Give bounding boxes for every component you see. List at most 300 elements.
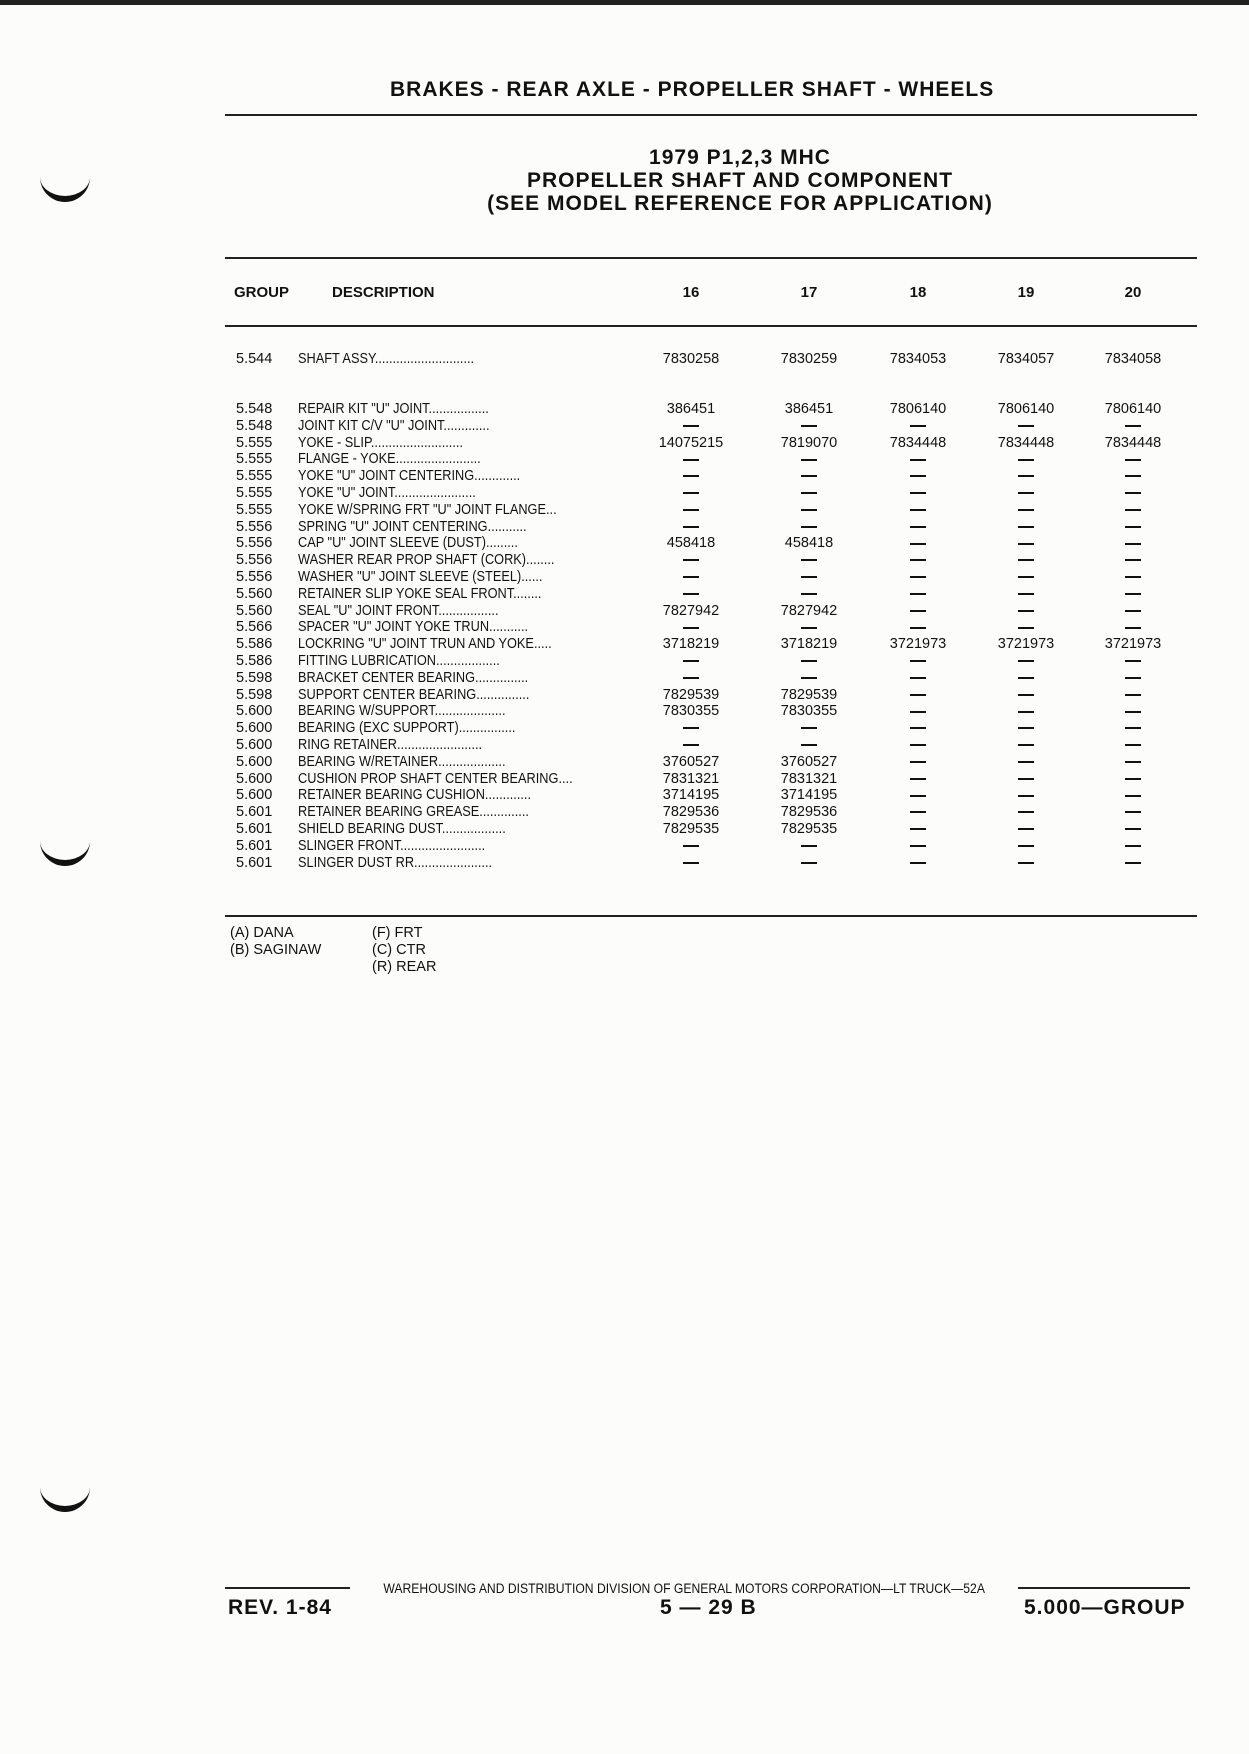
not-applicable-dash — [910, 492, 926, 494]
part-number-cell: 7827942 — [780, 602, 838, 619]
part-number-cell — [966, 787, 1086, 804]
not-applicable-dash — [910, 593, 926, 595]
part-description: YOKE - SLIP.......................... — [298, 434, 463, 451]
not-applicable-dash — [1125, 576, 1141, 578]
part-number-cell — [631, 519, 751, 536]
part-number-cell — [966, 502, 1086, 519]
table-bottom-rule — [225, 915, 1197, 917]
not-applicable-dash — [1018, 492, 1034, 494]
part-number-cell — [1073, 619, 1193, 636]
part-description: WASHER "U" JOINT SLEEVE (STEEL)...... — [298, 569, 543, 585]
part-description: FLANGE - YOKE........................ — [298, 451, 481, 468]
footer-division-text: WAREHOUSING AND DISTRIBUTION DIVISION OF GENERAL MOTORS CORPORATION—LT TRUCK—52A — [383, 1580, 985, 1596]
part-number-cell: 3760527 — [780, 753, 838, 770]
not-applicable-dash — [1018, 627, 1034, 629]
group-number: 5.560 — [236, 585, 273, 602]
not-applicable-dash — [801, 593, 817, 595]
not-applicable-dash — [1018, 811, 1034, 813]
not-applicable-dash — [910, 811, 926, 813]
part-number-cell — [858, 855, 978, 872]
part-number-cell — [966, 771, 1086, 788]
not-applicable-dash — [683, 576, 699, 578]
part-number-cell — [749, 586, 869, 603]
part-number-cell: 14075215 — [658, 434, 724, 451]
part-number-cell: 7829536 — [780, 804, 838, 821]
group-number: 5.586 — [236, 653, 273, 669]
section-rule — [225, 114, 1197, 116]
part-number-cell — [749, 468, 869, 485]
not-applicable-dash — [1125, 627, 1141, 629]
not-applicable-dash — [910, 694, 926, 696]
group-number: 5.555 — [236, 485, 273, 501]
not-applicable-dash — [1018, 744, 1034, 746]
part-number-cell — [631, 720, 751, 737]
part-number-cell — [631, 670, 751, 687]
part-number-cell — [1073, 451, 1193, 468]
part-number-cell — [1073, 519, 1193, 536]
section-title: BRAKES - REAR AXLE - PROPELLER SHAFT - WHEELS — [390, 78, 995, 101]
part-number-cell — [631, 586, 751, 603]
not-applicable-dash — [910, 543, 926, 545]
not-applicable-dash — [1125, 811, 1141, 813]
column-header-19: 19 — [1017, 284, 1035, 301]
part-description: SPRING "U" JOINT CENTERING........... — [298, 518, 527, 535]
part-description: CUSHION PROP SHAFT CENTER BEARING.... — [298, 770, 573, 787]
not-applicable-dash — [1125, 459, 1141, 461]
page-title — [430, 146, 1050, 215]
part-number-cell — [858, 552, 978, 569]
part-number-cell: 7834058 — [1104, 351, 1162, 367]
part-number-cell — [749, 485, 869, 502]
not-applicable-dash — [1018, 677, 1034, 679]
part-number-cell: 7830258 — [662, 351, 720, 367]
column-header-group: GROUP — [234, 284, 290, 301]
group-number: 5.556 — [236, 535, 273, 552]
column-header-description: DESCRIPTION — [332, 284, 435, 301]
group-label: 5.000—GROUP — [1024, 1596, 1186, 1619]
column-header-17: 17 — [800, 284, 818, 301]
part-number-cell — [858, 535, 978, 552]
part-number-cell — [749, 653, 869, 670]
not-applicable-dash — [910, 425, 926, 427]
legend-item: (R) REAR — [372, 959, 437, 975]
not-applicable-dash — [801, 475, 817, 477]
group-number: 5.560 — [236, 602, 273, 619]
not-applicable-dash — [683, 727, 699, 729]
column-header-18: 18 — [909, 284, 927, 301]
not-applicable-dash — [801, 727, 817, 729]
not-applicable-dash — [1125, 795, 1141, 797]
not-applicable-dash — [1018, 795, 1034, 797]
part-number-cell: 7827942 — [662, 602, 720, 619]
part-number-cell: 7829539 — [662, 686, 720, 703]
group-number: 5.600 — [236, 753, 273, 770]
group-number: 5.600 — [236, 787, 273, 804]
part-number-cell — [1073, 771, 1193, 788]
group-number: 5.555 — [236, 434, 273, 451]
not-applicable-dash — [683, 475, 699, 477]
part-number-cell — [1073, 485, 1193, 502]
not-applicable-dash — [683, 677, 699, 679]
not-applicable-dash — [1018, 425, 1034, 427]
part-number-cell — [749, 670, 869, 687]
group-number: 5.586 — [236, 636, 273, 653]
part-description: RETAINER BEARING CUSHION............. — [298, 787, 532, 804]
part-number-cell — [631, 838, 751, 855]
part-description: SLINGER DUST RR...................... — [298, 854, 493, 871]
not-applicable-dash — [910, 677, 926, 679]
column-header-20: 20 — [1124, 284, 1142, 301]
part-number-cell — [858, 603, 978, 620]
part-number-cell — [631, 485, 751, 502]
not-applicable-dash — [683, 593, 699, 595]
part-number-cell — [749, 569, 869, 586]
group-number: 5.598 — [236, 686, 273, 703]
not-applicable-dash — [1125, 425, 1141, 427]
not-applicable-dash — [910, 459, 926, 461]
part-number-cell — [1073, 586, 1193, 603]
part-number-cell — [749, 519, 869, 536]
not-applicable-dash — [801, 862, 817, 864]
not-applicable-dash — [910, 727, 926, 729]
part-number-cell — [631, 468, 751, 485]
not-applicable-dash — [1018, 576, 1034, 578]
part-number-cell — [858, 821, 978, 838]
part-number-cell: 7830355 — [662, 703, 720, 720]
not-applicable-dash — [1125, 727, 1141, 729]
part-number-cell — [966, 485, 1086, 502]
part-number-cell — [858, 468, 978, 485]
title-line-1: 1979 P1,2,3 MHC — [649, 146, 831, 169]
group-number: 5.600 — [236, 770, 273, 787]
not-applicable-dash — [1018, 610, 1034, 612]
part-number-cell — [858, 418, 978, 435]
legend-item: (C) CTR — [372, 942, 426, 958]
not-applicable-dash — [910, 778, 926, 780]
group-number: 5.555 — [236, 501, 273, 518]
part-number-cell: 3760527 — [662, 753, 720, 770]
not-applicable-dash — [1125, 744, 1141, 746]
not-applicable-dash — [910, 526, 926, 528]
not-applicable-dash — [683, 744, 699, 746]
not-applicable-dash — [683, 459, 699, 461]
part-number-cell — [858, 519, 978, 536]
not-applicable-dash — [1018, 727, 1034, 729]
legend-item: (F) FRT — [372, 925, 423, 941]
part-description: BEARING (EXC SUPPORT)................ — [298, 720, 516, 737]
part-number-cell — [631, 451, 751, 468]
not-applicable-dash — [910, 862, 926, 864]
group-number: 5.548 — [236, 417, 273, 434]
part-description: LOCKRING "U" JOINT TRUN AND YOKE..... — [298, 636, 552, 653]
not-applicable-dash — [1125, 526, 1141, 528]
not-applicable-dash — [801, 492, 817, 494]
not-applicable-dash — [1018, 459, 1034, 461]
part-number-cell — [749, 619, 869, 636]
part-number-cell — [858, 754, 978, 771]
part-number-cell — [966, 687, 1086, 704]
not-applicable-dash — [683, 526, 699, 528]
part-number-cell — [1073, 720, 1193, 737]
not-applicable-dash — [1018, 559, 1034, 561]
part-number-cell — [1073, 821, 1193, 838]
part-number-cell: 3714195 — [662, 787, 720, 804]
part-number-cell — [858, 771, 978, 788]
part-number-cell — [631, 855, 751, 872]
part-number-cell: 386451 — [784, 401, 834, 417]
part-number-cell — [858, 838, 978, 855]
part-number-cell: 458418 — [666, 535, 716, 552]
not-applicable-dash — [801, 459, 817, 461]
part-description: BEARING W/RETAINER................... — [298, 753, 506, 770]
part-number-cell — [631, 552, 751, 569]
not-applicable-dash — [1018, 526, 1034, 528]
part-number-cell — [966, 519, 1086, 536]
part-number-cell — [858, 502, 978, 519]
part-description: RETAINER BEARING GREASE.............. — [298, 804, 529, 821]
part-number-cell — [966, 535, 1086, 552]
part-number-cell: 3721973 — [889, 636, 947, 653]
part-number-cell — [1073, 670, 1193, 687]
part-description: RING RETAINER........................ — [298, 737, 483, 753]
part-number-cell — [858, 653, 978, 670]
part-number-cell — [749, 855, 869, 872]
part-description: SUPPORT CENTER BEARING............... — [298, 686, 530, 703]
not-applicable-dash — [1018, 761, 1034, 763]
part-number-cell — [749, 552, 869, 569]
not-applicable-dash — [683, 627, 699, 629]
part-description: SHAFT ASSY............................ — [298, 351, 475, 367]
not-applicable-dash — [1125, 778, 1141, 780]
not-applicable-dash — [1018, 828, 1034, 830]
part-number-cell: 7829535 — [780, 821, 838, 837]
not-applicable-dash — [683, 845, 699, 847]
part-number-cell — [749, 418, 869, 435]
part-number-cell — [1073, 535, 1193, 552]
part-number-cell: 3721973 — [997, 636, 1055, 653]
not-applicable-dash — [1125, 761, 1141, 763]
part-description: WASHER REAR PROP SHAFT (CORK)........ — [298, 552, 555, 569]
part-number-cell — [858, 687, 978, 704]
not-applicable-dash — [910, 828, 926, 830]
part-number-cell — [858, 787, 978, 804]
part-number-cell — [749, 451, 869, 468]
part-number-cell — [966, 653, 1086, 670]
part-number-cell — [966, 821, 1086, 838]
part-number-cell — [749, 737, 869, 754]
part-number-cell — [858, 804, 978, 821]
group-number: 5.601 — [236, 804, 273, 821]
part-number-cell: 7834448 — [1104, 434, 1162, 451]
part-number-cell — [1073, 502, 1193, 519]
part-number-cell — [631, 653, 751, 670]
part-description: RETAINER SLIP YOKE SEAL FRONT........ — [298, 585, 542, 602]
not-applicable-dash — [801, 660, 817, 662]
not-applicable-dash — [910, 576, 926, 578]
not-applicable-dash — [910, 509, 926, 511]
not-applicable-dash — [1018, 845, 1034, 847]
not-applicable-dash — [910, 744, 926, 746]
part-number-cell — [966, 754, 1086, 771]
legend-item: (B) SAGINAW — [230, 942, 322, 958]
part-number-cell: 458418 — [784, 535, 834, 552]
not-applicable-dash — [683, 660, 699, 662]
part-number-cell — [858, 703, 978, 720]
group-number: 5.566 — [236, 619, 273, 636]
group-number: 5.598 — [236, 669, 273, 686]
part-number-cell — [1073, 855, 1193, 872]
not-applicable-dash — [683, 862, 699, 864]
group-number: 5.555 — [236, 468, 273, 485]
not-applicable-dash — [1018, 778, 1034, 780]
group-number: 5.556 — [236, 518, 273, 535]
part-number-cell — [1073, 418, 1193, 435]
part-number-cell — [858, 485, 978, 502]
not-applicable-dash — [1018, 509, 1034, 511]
part-number-cell: 7834448 — [997, 434, 1055, 451]
not-applicable-dash — [801, 744, 817, 746]
legend-item: (A) DANA — [230, 925, 294, 941]
group-number: 5.556 — [236, 552, 273, 569]
not-applicable-dash — [1125, 711, 1141, 713]
not-applicable-dash — [1125, 845, 1141, 847]
part-description: CAP "U" JOINT SLEEVE (DUST)......... — [298, 535, 518, 552]
part-number-cell — [966, 619, 1086, 636]
part-number-cell — [749, 720, 869, 737]
binder-hole-mark — [40, 170, 90, 202]
part-number-cell — [1073, 703, 1193, 720]
not-applicable-dash — [683, 559, 699, 561]
not-applicable-dash — [1125, 677, 1141, 679]
title-line-2: PROPELLER SHAFT AND COMPONENT — [526, 169, 954, 192]
part-number-cell: 3714195 — [780, 787, 838, 804]
not-applicable-dash — [1125, 559, 1141, 561]
part-number-cell: 7830355 — [780, 703, 838, 720]
part-number-cell — [858, 451, 978, 468]
group-number: 5.544 — [236, 351, 273, 367]
part-number-cell: 7831321 — [780, 770, 838, 787]
part-number-cell — [858, 737, 978, 754]
part-description: YOKE "U" JOINT CENTERING............. — [298, 468, 521, 485]
part-number-cell — [966, 603, 1086, 620]
revision-label: REV. 1-84 — [228, 1596, 332, 1619]
part-number-cell: 7834053 — [889, 351, 947, 367]
part-description: YOKE W/SPRING FRT "U" JOINT FLANGE... — [298, 501, 557, 518]
part-description: SEAL "U" JOINT FRONT................. — [298, 602, 499, 619]
part-number-cell: 7806140 — [997, 401, 1055, 417]
not-applicable-dash — [1125, 593, 1141, 595]
part-number-cell — [1073, 838, 1193, 855]
group-number: 5.600 — [236, 703, 273, 720]
not-applicable-dash — [910, 795, 926, 797]
group-number: 5.556 — [236, 569, 273, 585]
part-number-cell — [1073, 804, 1193, 821]
part-number-cell — [966, 804, 1086, 821]
part-number-cell — [966, 418, 1086, 435]
part-number-cell: 7834448 — [889, 434, 947, 451]
not-applicable-dash — [683, 509, 699, 511]
not-applicable-dash — [910, 845, 926, 847]
part-number-cell — [749, 838, 869, 855]
part-number-cell — [858, 586, 978, 603]
part-number-cell — [631, 418, 751, 435]
not-applicable-dash — [1018, 862, 1034, 864]
part-number-cell: 3718219 — [662, 636, 720, 653]
not-applicable-dash — [910, 761, 926, 763]
part-number-cell: 7819070 — [780, 434, 838, 451]
not-applicable-dash — [801, 627, 817, 629]
part-number-cell — [966, 670, 1086, 687]
group-number: 5.600 — [236, 720, 273, 737]
part-description: REPAIR KIT "U" JOINT................. — [298, 401, 489, 417]
not-applicable-dash — [683, 425, 699, 427]
part-number-cell: 7829539 — [780, 686, 838, 703]
not-applicable-dash — [801, 509, 817, 511]
part-number-cell: 7806140 — [889, 401, 947, 417]
not-applicable-dash — [1125, 610, 1141, 612]
part-number-cell — [1073, 569, 1193, 586]
part-number-cell — [966, 468, 1086, 485]
top-border — [0, 0, 1249, 5]
group-number: 5.548 — [236, 401, 273, 417]
part-number-cell — [966, 838, 1086, 855]
not-applicable-dash — [1125, 660, 1141, 662]
not-applicable-dash — [910, 660, 926, 662]
column-header-16: 16 — [682, 284, 700, 301]
not-applicable-dash — [1125, 862, 1141, 864]
not-applicable-dash — [801, 526, 817, 528]
not-applicable-dash — [683, 492, 699, 494]
part-number-cell — [749, 502, 869, 519]
part-number-cell: 7830259 — [780, 351, 838, 367]
part-number-cell — [1073, 687, 1193, 704]
part-number-cell — [966, 451, 1086, 468]
part-number-cell — [1073, 468, 1193, 485]
part-number-cell — [966, 737, 1086, 754]
not-applicable-dash — [801, 677, 817, 679]
not-applicable-dash — [1125, 492, 1141, 494]
part-number-cell: 7831321 — [662, 770, 720, 787]
part-description: JOINT KIT C/V "U" JOINT............. — [298, 417, 490, 434]
part-number-cell — [966, 703, 1086, 720]
not-applicable-dash — [1125, 828, 1141, 830]
part-number-cell — [1073, 787, 1193, 804]
not-applicable-dash — [910, 711, 926, 713]
part-number-cell — [858, 720, 978, 737]
not-applicable-dash — [1018, 475, 1034, 477]
page-number: 5 — 29 B — [660, 1596, 757, 1619]
not-applicable-dash — [1018, 694, 1034, 696]
part-number-cell: 7834057 — [997, 351, 1055, 367]
part-number-cell — [966, 569, 1086, 586]
part-number-cell — [631, 737, 751, 754]
part-number-cell — [966, 720, 1086, 737]
part-description: SLINGER FRONT........................ — [298, 837, 486, 854]
not-applicable-dash — [801, 425, 817, 427]
not-applicable-dash — [1125, 694, 1141, 696]
not-applicable-dash — [1125, 543, 1141, 545]
not-applicable-dash — [1018, 711, 1034, 713]
part-number-cell: 386451 — [666, 401, 716, 417]
not-applicable-dash — [910, 475, 926, 477]
table-top-rule — [225, 257, 1197, 259]
part-description: FITTING LUBRICATION.................. — [298, 653, 500, 669]
not-applicable-dash — [910, 559, 926, 561]
group-number: 5.601 — [236, 821, 273, 837]
not-applicable-dash — [1018, 660, 1034, 662]
part-description: YOKE "U" JOINT....................... — [298, 485, 476, 501]
binder-hole-mark — [40, 1480, 90, 1512]
